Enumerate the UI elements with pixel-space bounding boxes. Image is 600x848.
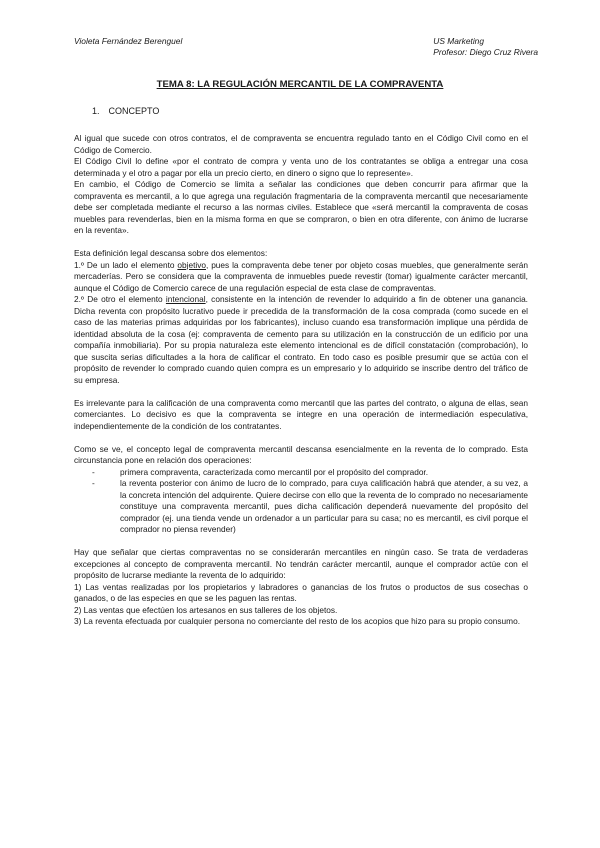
underlined-term: objetivo bbox=[177, 259, 206, 270]
paragraph: El Código Civil lo define «por el contrato de compra y venta uno de los contratantes se obliga a entregar una cosa determinada y el otro a pagar por ella un precio cierto, en dinero o signo que lo represente». bbox=[74, 156, 528, 178]
paragraph: Es irrelevante para la calificación de una compraventa como mercantil que las partes del contrato, o alguna de ellas, sean comerciantes. Lo decisivo es que la compraventa se integre en una operación de intermediación especulativa, independientemente de la condición de los contratantes. bbox=[74, 397, 528, 431]
section-heading bbox=[92, 106, 168, 116]
section-number: 1. bbox=[92, 106, 100, 116]
dash-list bbox=[74, 467, 528, 536]
paragraph-objetivo bbox=[74, 260, 528, 295]
paragraph: Como se ve, el concepto legal de compraventa mercantil descansa esencialmente en la reventa de lo comprado. Esta circunstancia pone en relación dos operaciones: bbox=[74, 443, 528, 465]
paragraph: 2) Las ventas que efectúen los artesanos en sus talleres de los objetos. bbox=[74, 604, 338, 615]
text-span: , pues la compraventa debe tener por objeto cosas muebles, que generalmente serán mercaderías. Pero se considera que la compraventa de inmuebles puede revestir (tomar) igualmente carácter mercantil, aunque el Código de Comercio carece de una regulación especial de esta clase de compraventas. bbox=[74, 259, 528, 293]
section-name: CONCEPTO bbox=[108, 106, 160, 116]
paragraph: Hay que señalar que ciertas compraventas no se considerarán mercantiles en ningún caso. Se trata de verdaderas excepciones al concepto de compraventa mercantil. No tendrán carácter mercantil, aunque el comprador actúe con el propósito de lucrarse mediante la reventa de lo adquirido: bbox=[74, 547, 528, 580]
header-right bbox=[433, 36, 538, 58]
paragraph: Esta definición legal descansa sobre dos elementos: bbox=[74, 248, 268, 258]
text-span: 2.º De otro el elemento bbox=[74, 294, 166, 304]
document-title: TEMA 8: LA REGULACIÓN MERCANTIL DE LA COMPRAVENTA bbox=[156, 79, 444, 90]
underlined-term: intencional bbox=[165, 294, 206, 304]
paragraph: 3) La reventa efectuada por cualquier persona no comerciante del resto de los acopios que hizo para su propio consumo. bbox=[74, 616, 521, 626]
header-institution: US Marketing bbox=[433, 36, 484, 46]
text-span: , consistente en la intención de revender lo adquirido a fin de obtener una ganancia. Dicha reventa con propósito lucrativo puede ir precedida de la transformación de la cosa comprada (como sucede en el caso de las materias primas adquiridas por los fabricantes), incluso cuando esa transformación implique una pérdida de identidad absoluta de la cosa (ej: compraventa de cemento para su utilización en la construcción de un edificio por una compañía inmobiliaria). Por su propia naturaleza este elemento intencional es de difícil constatación (comprobación), lo que suscita serias dificultades a la hora de calificar el contrato. En todo caso es posible presumir que se actúa con el propósito de revender lo comprado cuando quien compra es un empresario y lo adquirido se inscribe dentro del tráfico de su empresa. bbox=[74, 294, 528, 385]
document-body bbox=[74, 133, 528, 628]
header-author: Violeta Fernández Berenguel bbox=[74, 36, 183, 46]
text-span: 1.º De un lado el elemento bbox=[74, 259, 178, 270]
paragraph-intencional bbox=[74, 294, 528, 386]
paragraph: En cambio, el Código de Comercio se limita a señalar las condiciones que deben concurrir para afirmar que la compraventa es mercantil, a lo que agrega una regulación fragmentaria de la compraventa mercantil que necesariamente debe ser completada mediante el recurso a las normas civiles. Establece que «será mercantil la compraventa de cosas muebles para revenderlas, bien en la misma forma en que se compraron, o bien en otra diferente, con ánimo de lucrarse en la reventa». bbox=[74, 179, 528, 235]
list-item: - la reventa posterior con ánimo de lucro de lo comprado, para cuya calificación habrá que atender, a su vez, a la concreta intención del adquirente. Quiere decirse con ello que la reventa de lo comprado no necesariamente constituye una compraventa mercantil, pues dicha calificación dependerá nuevamente del propósito del comprador (ej. una tienda vende un ordenador a un particular para su casa; no es mercantil, es civil porque el comprador no piensa revender) bbox=[74, 478, 528, 536]
paragraph: Al igual que sucede con otros contratos, el de compraventa se encuentra regulado tanto en el Código Civil como en el Código de Comercio. bbox=[74, 133, 528, 155]
list-item: - primera compraventa, caracterizada como mercantil por el propósito del comprador. bbox=[74, 467, 528, 479]
paragraph: 1) Las ventas realizadas por los propietarios y labradores o ganancias de los frutos o productos de sus cosechas o ganados, o de las especies en que se les paguen las rentas. bbox=[74, 581, 528, 603]
header-professor: Profesor: Diego Cruz Rivera bbox=[433, 47, 538, 57]
